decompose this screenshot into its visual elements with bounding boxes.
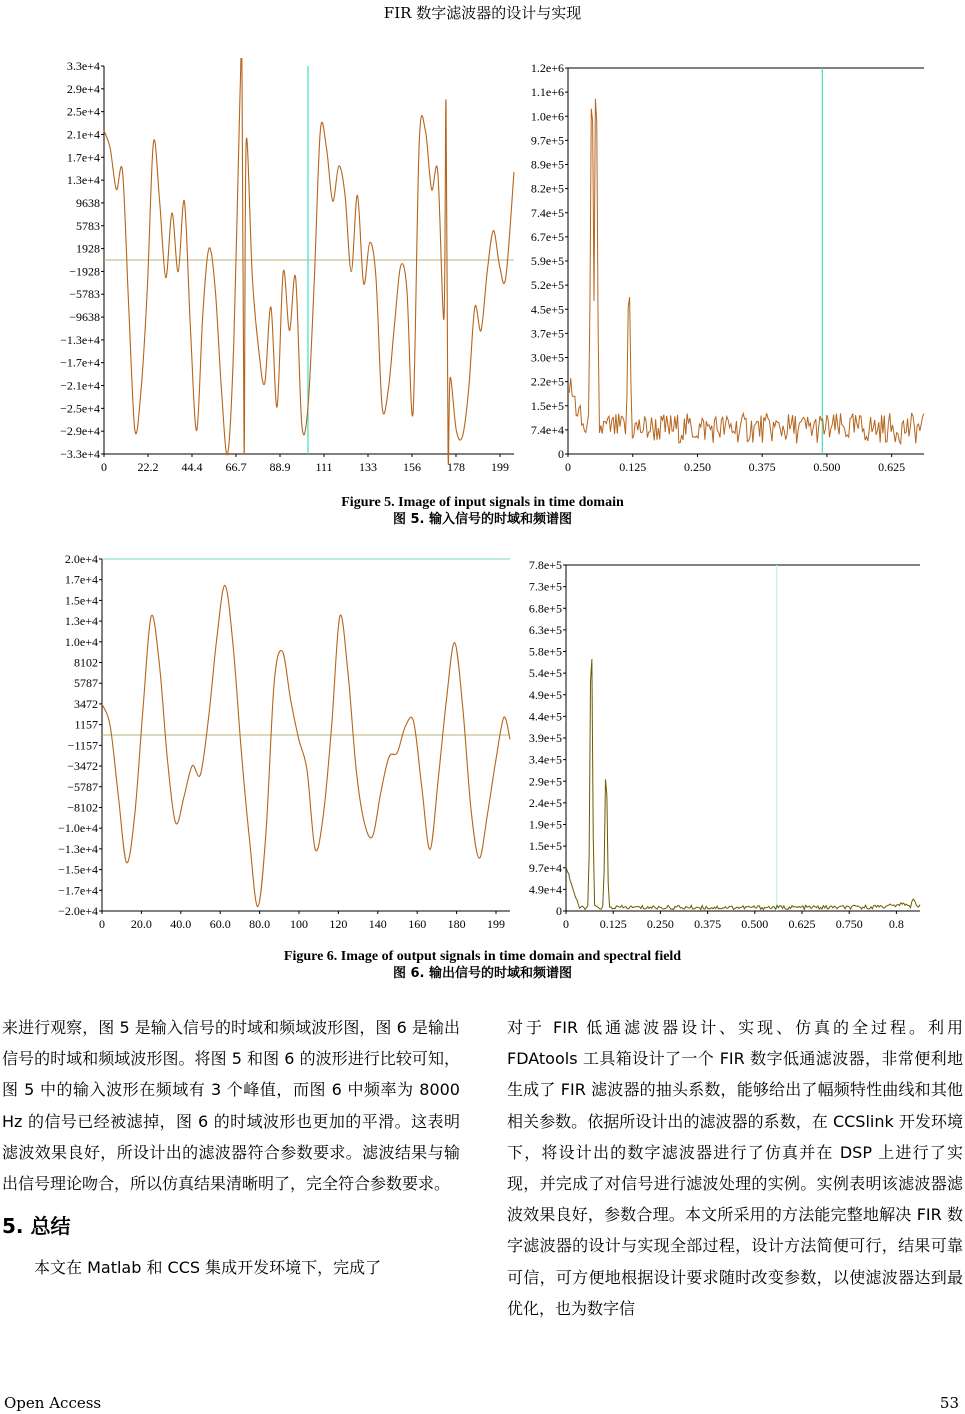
y-tick-label: 8102 [74,655,98,670]
y-tick-label: 5.2e+5 [530,278,564,293]
y-tick-label: 1.2e+6 [530,61,564,75]
fig6-time-domain-plot [40,553,520,938]
y-tick-label: 7.8e+5 [528,558,562,572]
y-tick-label: 3.9e+5 [528,731,562,745]
footer-open-access: Open Access [4,1394,102,1412]
figure5-caption-cn: 图 5. 输入信号的时域和频谱图 [392,512,573,527]
y-tick-label: 9638 [76,195,100,210]
y-tick-label: 1.3e+4 [66,173,100,188]
y-tick-label: 2.9e+4 [66,81,100,96]
left-paragraph-2: 本文在 Matlab 和 CCS 集成开发环境下，完成了 [34,1258,382,1278]
y-tick-label: 2.5e+4 [66,104,100,119]
y-tick-label: 1.5e+5 [530,398,564,413]
y-tick-label: −2.0e+4 [58,904,98,918]
left-column [2,1012,460,1284]
y-tick-label: −2.5e+4 [60,401,100,416]
y-tick-label: 0 [558,447,564,461]
y-tick-label: 5783 [76,218,100,233]
y-tick-label: 4.9e+4 [528,882,562,897]
y-tick-label: 8.9e+5 [530,157,564,172]
y-tick-label: 1157 [74,717,98,732]
left-paragraph-1: 来进行观察，图 5 是输入信号的时域和频域波形图，图 6 是输出信号的时域和频域波形图。将图 5 和图 6 的波形进行比较可知，图 5 中的输入波形在频域有 3 个峰值，而图 6 中频率为 8000 Hz 的信号已经被滤掉，图 6 的时域波形也更加的平滑。这表明滤波效果良好，所设计出的滤波器符合参数要求。滤波结果与输出信号理论吻合，所以仿真结果清晰明了，完全符合参数要求。 [2,1018,460,1194]
x-tick-label: 44.4 [181,460,203,474]
y-tick-label: −2.1e+4 [60,378,100,393]
running-header: FIR 数字滤波器的设计与实现 [383,4,582,22]
x-tick-label: 0 [565,460,571,474]
figure5-caption [0,494,965,528]
x-tick-label: 0.625 [878,460,906,474]
x-tick-label: 0.375 [748,460,776,474]
y-tick-label: −2.9e+4 [60,424,100,439]
right-column [507,1012,963,1324]
y-tick-label: 4.5e+5 [530,302,564,317]
x-tick-label: 0.125 [599,917,627,931]
y-tick-label: 4.9e+5 [528,687,562,702]
x-tick-label: 0.125 [619,460,647,474]
y-tick-label: 1.9e+5 [528,817,562,832]
y-tick-label: 9.7e+5 [530,133,564,148]
y-tick-label: 2.9e+5 [528,774,562,789]
y-tick-label: 5787 [74,676,98,691]
y-tick-label: −1.5e+4 [58,862,98,877]
y-tick-label: −1.0e+4 [58,821,98,836]
right-paragraph: 对于 FIR 低通滤波器设计、实现、仿真的全过程。利用 FDAtools 工具箱设计了一个 FIR 数字低通滤波器，非常便利地生成了 FIR 滤波器的抽头系数，能够给出了幅频特性曲线和其他相关参数。依据所设计出的滤波器的系数，在 CCSlink 开发环境下，将设计出的数字滤波器进行了仿真并在 DSP 上进行了实现，并完成了对信号进行滤波处理的实例。实例表明该滤波器滤波效果良好，参数合理。本文所采用的方法能完整地解决 FIR 数字滤波器的设计与实现全部过程，设计方法简便可行，结果可靠可信，可方便地根据设计要求随时改变参数，以使滤波器达到最优化，也为数字信 [507,1018,963,1318]
y-tick-label: −1928 [69,264,100,279]
y-tick-label: 2.4e+5 [528,795,562,810]
x-tick-label: 40.0 [170,917,192,931]
x-tick-label: 199 [491,460,509,474]
y-tick-label: −8102 [67,800,98,815]
y-tick-label: 0 [556,904,562,918]
x-tick-label: 178 [447,460,465,474]
x-tick-label: 160 [408,917,427,931]
y-tick-label: 1.7e+4 [64,572,98,587]
y-tick-label: −9638 [69,310,100,325]
page-number: 53 [939,1394,959,1412]
y-tick-label: 1.0e+6 [530,109,564,124]
x-tick-label: 0.250 [646,917,674,931]
series-line [566,659,920,909]
x-tick-label: 111 [315,460,333,474]
x-tick-label: 0.500 [813,460,841,474]
fig5-spectrum-plot [510,58,935,480]
x-tick-label: 20.0 [130,917,152,931]
figure5-caption-en: Figure 5. Image of input signals in time domain [341,495,624,510]
y-tick-label: 3472 [74,696,98,711]
x-tick-label: 100 [290,917,308,931]
fig5-time-domain-plot [40,58,530,480]
y-tick-label: 3.7e+5 [530,326,564,341]
x-tick-label: 0.8 [888,917,904,931]
y-tick-label: −1.7e+4 [58,883,98,898]
x-tick-label: 0.250 [683,460,711,474]
y-tick-label: 4.4e+5 [528,709,562,724]
y-tick-label: 1.0e+4 [64,634,98,649]
y-tick-label: 9.7e+4 [528,860,562,875]
y-tick-label: 7.4e+5 [530,205,564,220]
y-tick-label: 3.4e+5 [528,752,562,767]
x-tick-label: 180 [447,917,466,931]
x-tick-label: 0 [101,460,107,474]
y-tick-label: −1157 [67,738,98,753]
y-tick-label: −1.3e+4 [58,841,98,856]
y-tick-label: 5.9e+5 [530,254,564,268]
y-tick-label: −3472 [67,759,98,774]
y-tick-label: 7.3e+5 [528,579,562,594]
y-tick-label: −1.7e+4 [60,355,100,370]
y-tick-label: 1.1e+6 [530,85,564,100]
y-tick-label: 5.8e+5 [528,644,562,659]
x-tick-label: 0 [99,917,105,931]
y-tick-label: −1.3e+4 [60,332,100,347]
series-line [102,585,510,906]
x-tick-label: 80.0 [249,917,271,931]
x-tick-label: 133 [359,460,377,474]
y-tick-label: 6.3e+5 [528,622,562,637]
y-tick-label: 1.7e+4 [66,150,100,165]
x-tick-label: 0.375 [694,917,722,931]
x-tick-label: 140 [368,917,387,931]
x-tick-label: 60.0 [209,917,231,931]
y-tick-label: 2.2e+5 [530,374,564,389]
y-tick-label: 7.4e+4 [530,422,564,437]
section-title: 5. 总结 [2,1214,71,1239]
x-tick-label: 22.2 [137,460,159,474]
y-tick-label: 6.8e+5 [528,601,562,616]
y-tick-label: 1928 [76,241,100,256]
x-tick-label: 66.7 [225,460,247,474]
y-tick-label: 2.0e+4 [64,553,98,566]
x-tick-label: 0 [563,917,569,931]
y-tick-label: 1.3e+4 [64,614,98,629]
series-line [104,58,514,465]
series-line [568,99,924,444]
y-tick-label: 6.7e+5 [530,229,564,244]
y-tick-label: 5.4e+5 [528,666,562,681]
y-tick-label: −5783 [69,287,100,302]
y-tick-label: 2.1e+4 [66,127,100,142]
y-tick-label: 3.3e+4 [66,59,100,73]
x-tick-label: 199 [487,917,505,931]
fig6-spectrum-plot [508,553,933,938]
y-tick-label: 1.5e+4 [64,593,98,608]
y-tick-label: 1.5e+5 [528,839,562,854]
figure6-caption [0,948,965,982]
y-tick-label: 3.0e+5 [530,350,564,365]
x-tick-label: 120 [329,917,348,931]
y-tick-label: −3.3e+4 [60,447,100,461]
figure6-caption-cn: 图 6. 输出信号的时域和频谱图 [392,966,573,981]
x-tick-label: 0.750 [835,917,863,931]
y-tick-label: 8.2e+5 [530,181,564,196]
figure6-caption-en: Figure 6. Image of output signals in time domain and spectral field [283,949,682,964]
x-tick-label: 0.500 [741,917,769,931]
x-tick-label: 88.9 [269,460,291,474]
y-tick-label: −5787 [67,779,98,794]
x-tick-label: 156 [403,460,421,474]
x-tick-label: 0.625 [788,917,816,931]
